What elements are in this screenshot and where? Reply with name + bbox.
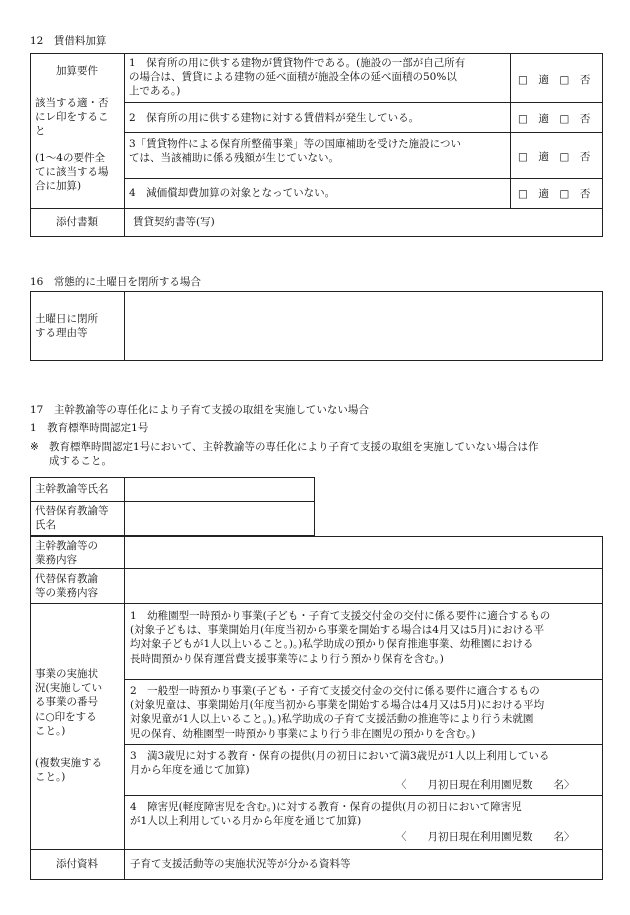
section12-row-divider — [124, 102, 603, 103]
s17-main-duty-label: 主幹教諭等の 業務内容 — [35, 540, 98, 567]
section12-title: 12 賃借料加算 — [30, 35, 107, 47]
s17-sub-name-label: 代替保育教諭等 氏名 — [35, 505, 109, 532]
s17-item-4-count: 〈 月初日現在利用園児数 名〉 — [396, 831, 575, 843]
s17-attach-value: 子育て支援活動等の実施状況等が分かる資料等 — [130, 858, 351, 870]
s17-item-3[interactable]: 3 満3歳児に対する教育・保育の提供(月の初日において満3歳児が1人以上利用している 月から年度を通じて加算) — [130, 750, 550, 777]
s17-status-multiple-label: (複数実施する こと。) — [35, 757, 103, 784]
s12-check-3[interactable]: □ 適 □ 否 — [518, 151, 591, 163]
section12-row-divider — [124, 132, 603, 133]
s17-main-name-field[interactable] — [125, 478, 314, 500]
section12-row-divider — [124, 178, 603, 179]
section17-note-mark: ※ — [30, 441, 39, 453]
s12-item-3: 3「賃貸物件による保育所整備事業」等の国庫補助を受けた施設につい ては、当該補助に係る残額が生じていない。 — [129, 138, 461, 165]
s12-check-1[interactable]: □ 適 □ 否 — [518, 74, 591, 86]
s12-label-instruction: 該当する適・否 にレ印をするこ と — [35, 97, 109, 138]
section12-col-divider — [124, 53, 125, 237]
section16-title: 16 常態的に土曜日を閉所する場合 — [30, 276, 201, 288]
s17-row-divider — [30, 849, 603, 850]
section17-sub: 1 教育標準時間認定1号 — [30, 422, 149, 434]
section17-title: 17 主幹教諭等の専任化により子育て支援の取組を実施していない場合 — [30, 404, 369, 416]
s17-item-4[interactable]: 4 障害児(軽度障害児を含む。)に対する教育・保育の提供(月の初日において障害児 が1人以上利用している月から年度を通じて加算) — [130, 801, 522, 828]
s17-main-duty-field[interactable] — [125, 537, 602, 567]
section17-note: 教育標準時間認定1号において、主幹教諭等の専任化により子育て支援の取組を実施していない場合は作 成すること。 — [49, 441, 539, 468]
s16-label-reason: 土曜日に閉所 する理由等 — [35, 313, 98, 340]
s17-sub-duty-label: 代替保育教諭 等の業務内容 — [35, 573, 98, 600]
s12-check-4[interactable]: □ 適 □ 否 — [518, 188, 591, 200]
s17-item-2[interactable]: 2 一般型一時預かり事業(子ども・子育て支援交付金の交付に係る要件に適合するもの (対象児童は、事業開始月(年度当初から事業を開始する場合は4月又は5月)における平均 対象児童が1人以上いること。)。)私学助成の子育て支援活動の推進等により行う未就園 児の保育、幼稚園型一時預かり事業により行う非在園児の預かりを含む。) — [130, 685, 545, 740]
s17-attach-label: 添付資料 — [56, 858, 98, 870]
s17-row-divider — [124, 795, 603, 796]
s12-item-4: 4 減価償却費加算の対象となっていない。 — [129, 187, 336, 199]
s12-label-requirement: 加算要件 — [56, 65, 98, 77]
s12-attach-value: 賃貸契約書等(写) — [133, 216, 215, 228]
s12-label-all-requirements: (1～4の要件全 てに該当する場 合に加算) — [35, 152, 109, 193]
s17-main-name-label: 主幹教諭等氏名 — [35, 483, 109, 495]
s17-row-divider — [124, 679, 603, 680]
s12-attach-label: 添付書類 — [56, 216, 98, 228]
section12-row-divider — [30, 208, 603, 209]
s12-item-1: 1 保育所の用に供する建物が賃貸物件である。(施設の一部が自己所有 の場合は、賃貸による建物の延べ面積が施設全体の延べ面積の50%以 上である。) — [129, 57, 466, 98]
s12-item-2: 2 保育所の用に供する建物に対する賃借料が発生している。 — [129, 112, 420, 124]
s17-row-divider — [30, 603, 603, 604]
s17-status-label: 事業の実施状 況(実施してい る事業の番号 に○印をする こと。) — [35, 668, 103, 737]
s17-sub-duty-field[interactable] — [125, 569, 602, 602]
s17-row-divider — [124, 744, 603, 745]
s17-sub-name-field[interactable] — [125, 502, 314, 535]
section12-check-col-divider — [510, 53, 511, 209]
s16-reason-field[interactable] — [125, 292, 602, 360]
s17-item-3-count: 〈 月初日現在利用園児数 名〉 — [396, 779, 575, 791]
s12-check-2[interactable]: □ 適 □ 否 — [518, 113, 591, 125]
s17-item-1[interactable]: 1 幼稚園型一時預かり事業(子ども・子育て支援交付金の交付に係る要件に適合するもの (対象子どもは、事業開始月(年度当初から事業を開始する場合は4月又は5月)における平 均対象子どもが1人以上いること。)。)私学助成の預かり保育推進事業、幼稚園における 長時間預かり保育運営費支援事業等により行う預かり保育を含む。) — [130, 610, 551, 665]
